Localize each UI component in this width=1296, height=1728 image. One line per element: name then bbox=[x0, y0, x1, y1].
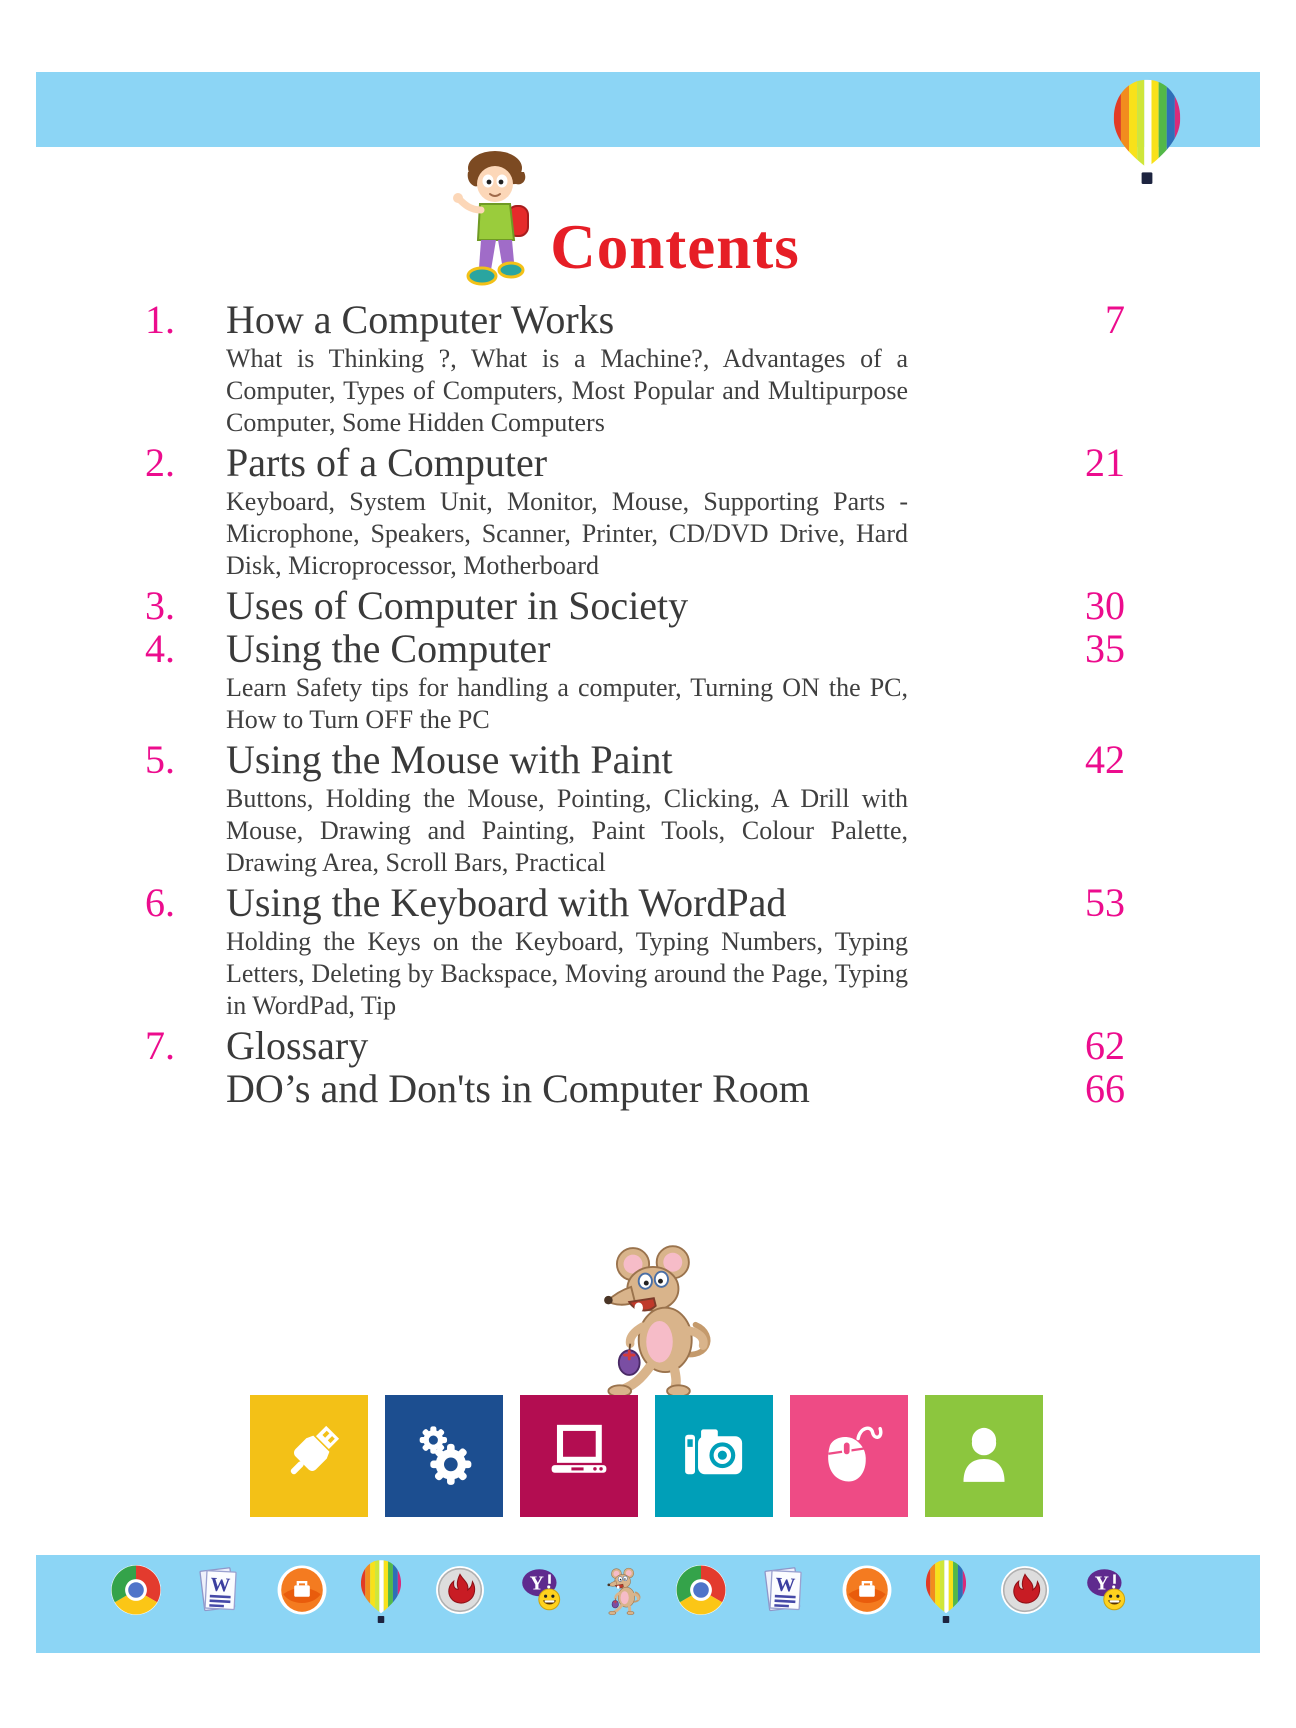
toc-entry-title: Using the Mouse with Paint bbox=[226, 737, 673, 782]
toc-entry-number: 5. bbox=[145, 737, 175, 782]
office-orange-icon bbox=[841, 1564, 893, 1616]
toc-entry-row bbox=[135, 738, 1125, 781]
feature-tile-usb-plug bbox=[250, 1395, 368, 1517]
toc-entry bbox=[135, 441, 1125, 582]
yahoo-messenger-icon bbox=[1082, 1564, 1134, 1616]
toc-entry-number: 4. bbox=[145, 626, 175, 671]
walking-boy-cartoon-icon bbox=[448, 148, 546, 292]
feature-tile-gears bbox=[385, 1395, 503, 1517]
usb-plug-icon bbox=[271, 1418, 347, 1494]
laptop-icon bbox=[541, 1418, 617, 1494]
app-icon-band bbox=[36, 1555, 1260, 1653]
toc-entry-page-number: 66 bbox=[1085, 1066, 1125, 1111]
yahoo-messenger-icon bbox=[517, 1564, 569, 1616]
toc-entry bbox=[135, 881, 1125, 1022]
toc-entry-row bbox=[135, 584, 1125, 627]
cartoon-mouse-icon bbox=[600, 1559, 644, 1623]
toc-entry-number: 6. bbox=[145, 880, 175, 925]
toc-entry bbox=[135, 298, 1125, 439]
toc-entry-row bbox=[135, 627, 1125, 670]
toc-entry-title: Using the Keyboard with WordPad bbox=[226, 880, 787, 925]
toc-entry-description: What is Thinking ?, What is a Machine?, Advantages of a Computer, Types of Computers, Most Popular and Multipurpose Computer, Some Hidden Computers bbox=[226, 344, 908, 437]
toc-entry bbox=[135, 584, 1125, 627]
feature-tile-computer-mouse bbox=[790, 1395, 908, 1517]
toc-entry-page-number: 42 bbox=[1085, 737, 1125, 782]
toc-entry bbox=[135, 738, 1125, 879]
toc-entry-description: Learn Safety tips for handling a computer, Turning ON the PC, How to Turn OFF the PC bbox=[226, 673, 908, 734]
feature-tile-person bbox=[925, 1395, 1043, 1517]
toc-entry-page-number: 30 bbox=[1085, 583, 1125, 628]
toc-entry-page-number: 53 bbox=[1085, 880, 1125, 925]
toc-entry-number: 2. bbox=[145, 440, 175, 485]
office-orange-icon bbox=[276, 1564, 328, 1616]
contents-heading bbox=[0, 148, 1272, 292]
cartoon-mouse-icon bbox=[580, 1238, 722, 1402]
toc-entry-title: Parts of a Computer bbox=[226, 440, 548, 485]
feature-tiles bbox=[250, 1395, 1043, 1517]
hot-air-balloon-icon bbox=[359, 1559, 403, 1623]
toc-entry-title: Using the Computer bbox=[226, 626, 551, 671]
toc-entry-row bbox=[135, 1067, 1125, 1110]
toc-entry bbox=[135, 1067, 1125, 1110]
chrome-icon bbox=[675, 1564, 727, 1616]
toc-entry bbox=[135, 1024, 1125, 1067]
toc-entry-page-number: 62 bbox=[1085, 1023, 1125, 1068]
hot-air-balloon-icon bbox=[924, 1559, 968, 1623]
feature-tile-laptop bbox=[520, 1395, 638, 1517]
toc-list bbox=[135, 298, 1125, 1110]
chrome-icon bbox=[110, 1564, 162, 1616]
toc-entry-title: Uses of Computer in Society bbox=[226, 583, 689, 628]
person-icon bbox=[946, 1418, 1022, 1494]
gears-icon bbox=[406, 1418, 482, 1494]
toc-entry-row bbox=[135, 1024, 1125, 1067]
nero-flame-icon bbox=[434, 1564, 486, 1616]
camera-icon bbox=[676, 1418, 752, 1494]
feature-tile-camera bbox=[655, 1395, 773, 1517]
word-document-icon bbox=[758, 1564, 810, 1616]
page-title: Contents bbox=[550, 212, 800, 283]
toc-entry-number: 7. bbox=[145, 1023, 175, 1068]
toc-entry-description: Keyboard, System Unit, Monitor, Mouse, Supporting Parts - Microphone, Speakers, Scanner, Printer, CD/DVD Drive, Hard Disk, Microprocessor, Motherboard bbox=[226, 487, 908, 580]
toc-entry bbox=[135, 627, 1125, 736]
word-document-icon bbox=[193, 1564, 245, 1616]
toc-entry-title: DO’s and Don'ts in Computer Room bbox=[226, 1066, 810, 1111]
computer-mouse-icon bbox=[811, 1418, 887, 1494]
toc-entry-page-number: 21 bbox=[1085, 440, 1125, 485]
toc-entry-row bbox=[135, 298, 1125, 341]
toc-entry-title: How a Computer Works bbox=[226, 297, 615, 342]
header-band bbox=[36, 72, 1260, 147]
toc-entry-number: 3. bbox=[145, 583, 175, 628]
toc-entry-title: Glossary bbox=[226, 1023, 369, 1068]
toc-entry-row bbox=[135, 881, 1125, 924]
toc-entry-number: 1. bbox=[145, 297, 175, 342]
toc-entry-page-number: 7 bbox=[1105, 297, 1125, 342]
toc-entry-row bbox=[135, 441, 1125, 484]
toc-entry-description: Buttons, Holding the Mouse, Pointing, Clicking, A Drill with Mouse, Drawing and Painting, Paint Tools, Colour Palette, Drawing Area, Scroll Bars, Practical bbox=[226, 784, 908, 877]
toc-entry-page-number: 35 bbox=[1085, 626, 1125, 671]
nero-flame-icon bbox=[999, 1564, 1051, 1616]
toc-entry-description: Holding the Keys on the Keyboard, Typing Numbers, Typing Letters, Deleting by Backspace, Moving around the Page, Typing in WordPad, Tip bbox=[226, 927, 908, 1020]
